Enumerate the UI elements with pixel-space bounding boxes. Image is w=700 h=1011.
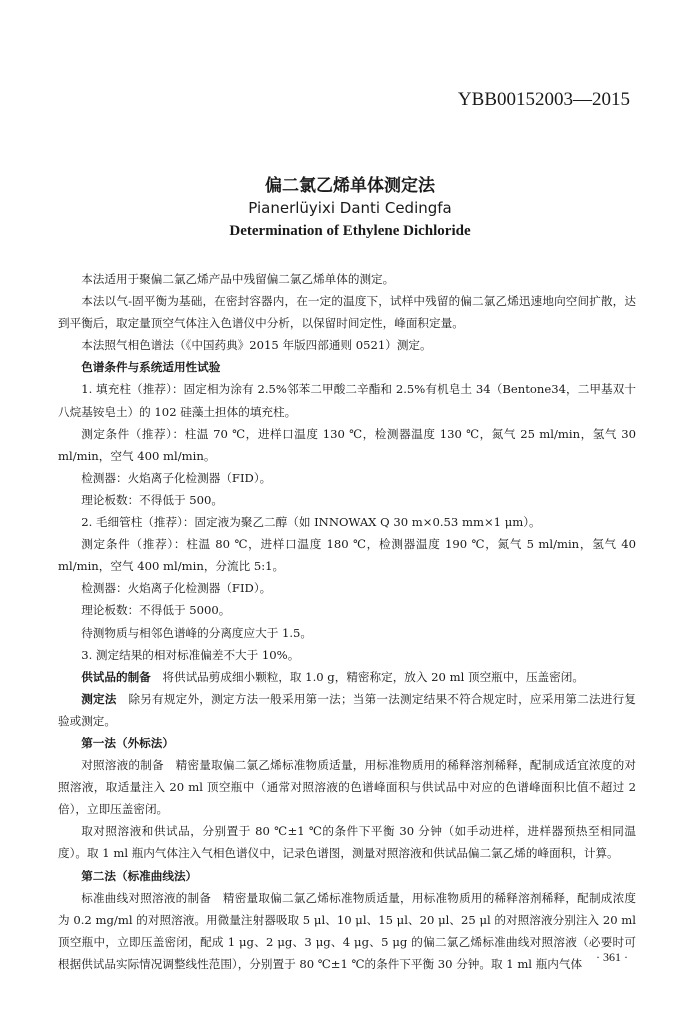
heading-method-1: 第一法（外标法） [81,735,174,750]
paragraph-detector-2: 检测器：火焰离子化检测器（FID）。 [81,581,272,596]
sample-preparation-label: 供试品的制备 [81,669,151,684]
paragraph-packed-column: 1. 填充柱（推荐）：固定相为涂有 2.5%邻苯二甲酸二辛酯和 2.5%有机皂土 34（Bentone34，二甲基双十八烷基铵皂土）的 102 硅藻土担体的填充柱。 [58,382,636,419]
paragraph-sample-preparation [58,666,636,688]
paragraph-principle: 本法以气-固平衡为基础，在密封容器内，在一定的温度下，试样中残留的偏二氯乙烯迅速地向空间扩散，达到平衡后，取定量顶空气体注入色谱仪中分析，以保留时间定性，峰面积定量。 [58,294,636,331]
paragraph-standard-curve: 标准曲线对照溶液的制备 精密量取偏二氯乙烯标准物质适量，用标准物质用的稀释溶剂稀释，配制成浓度为 0.2 mg/ml 的对照溶液。用微量注射器吸取 5 μl、10 μl、15 μl、20 μl、25 μl 的对照溶液分别注入 20 ml 顶空瓶中，立即压盖密闭，配成 1 μg、2 μg、3 μg、4 μg、5 μg 的偏二氯乙烯标准曲线对照溶液（必要时可根据供试品实际情况调整线性范围），分别置于 80 ℃±1 ℃的条件下平衡 30 分钟。取 1 ml 瓶内气体 [58,890,636,971]
method-text: 除另有规定外，测定方法一般采用第一法；当第一法测定结果不符合规定时，应采用第二法进行复验或测定。 [58,691,636,728]
heading-method-2: 第二法（标准曲线法） [81,868,198,883]
document-body [58,268,636,975]
paragraph-method [58,688,636,732]
sample-preparation-text: 将供试品剪成细小颗粒，取 1.0 g，精密称定，放入 20 ml 顶空瓶中，压盖密闭。 [162,669,584,684]
page-title: 偏二氯乙烯单体测定法 [265,176,435,196]
paragraph-detector-1: 检测器：火焰离子化检测器（FID）。 [81,470,272,485]
paragraph-reference: 本法照气相色谱法（《中国药典》2015 年版四部通则 0521）测定。 [81,338,432,353]
heading-chromatographic-conditions: 色谱条件与系统适用性试验 [81,360,221,375]
pinyin-title: Pianerlüyixi Danti Cedingfa [248,199,452,217]
paragraph-plates-1: 理论板数：不得低于 500。 [81,492,223,507]
paragraph-rsd: 3. 测定结果的相对标准偏差不大于 10%。 [81,647,300,662]
paragraph-scope: 本法适用于聚偏二氯乙烯产品中残留偏二氯乙烯单体的测定。 [81,272,395,286]
standard-code: YBB00152003—2015 [457,89,630,110]
paragraph-reference-solution: 对照溶液的制备 精密量取偏二氯乙烯标准物质适量，用标准物质用的稀释溶剂稀释，配制成适宜浓度的对照溶液，取适量注入 20 ml 顶空瓶中（通常对照溶液的色谱峰面积与供试品中对应的色谱峰面积比值不超过 2 倍），立即压盖密闭。 [58,758,636,817]
method-label: 测定法 [81,691,117,706]
page-number: · 361 · [596,950,628,964]
paragraph-plates-2: 理论板数：不得低于 5000。 [81,603,231,618]
english-title: Determination of Ethylene Dichloride [229,223,471,239]
paragraph-resolution: 待测物质与相邻色谱峰的分离度应大于 1.5。 [81,625,312,640]
paragraph-capillary-column: 2. 毛细管柱（推荐）：固定液为聚乙二醇（如 INNOWAX Q 30 m×0.53 mm×1 μm）。 [81,515,541,530]
paragraph-method-1-procedure: 取对照溶液和供试品，分别置于 80 ℃±1 ℃的条件下平衡 30 分钟（如手动进样，进样器预热至相同温度）。取 1 ml 瓶内气体注入气相色谱仪中，记录色谱图，测量对照溶液和供试品偏二氯乙烯的峰面积，计算。 [58,824,636,861]
paragraph-packed-conditions: 测定条件（推荐）：柱温 70 ℃，进样口温度 130 ℃，检测器温度 130 ℃，氮气 25 ml/min，氢气 30 ml/min，空气 400 ml/min。 [58,426,636,463]
paragraph-capillary-conditions: 测定条件（推荐）：柱温 80 ℃，进样口温度 180 ℃，检测器温度 190 ℃，氮气 5 ml/min，氢气 40 ml/min，空气 400 ml/min，分流比 5:1。 [58,537,636,574]
